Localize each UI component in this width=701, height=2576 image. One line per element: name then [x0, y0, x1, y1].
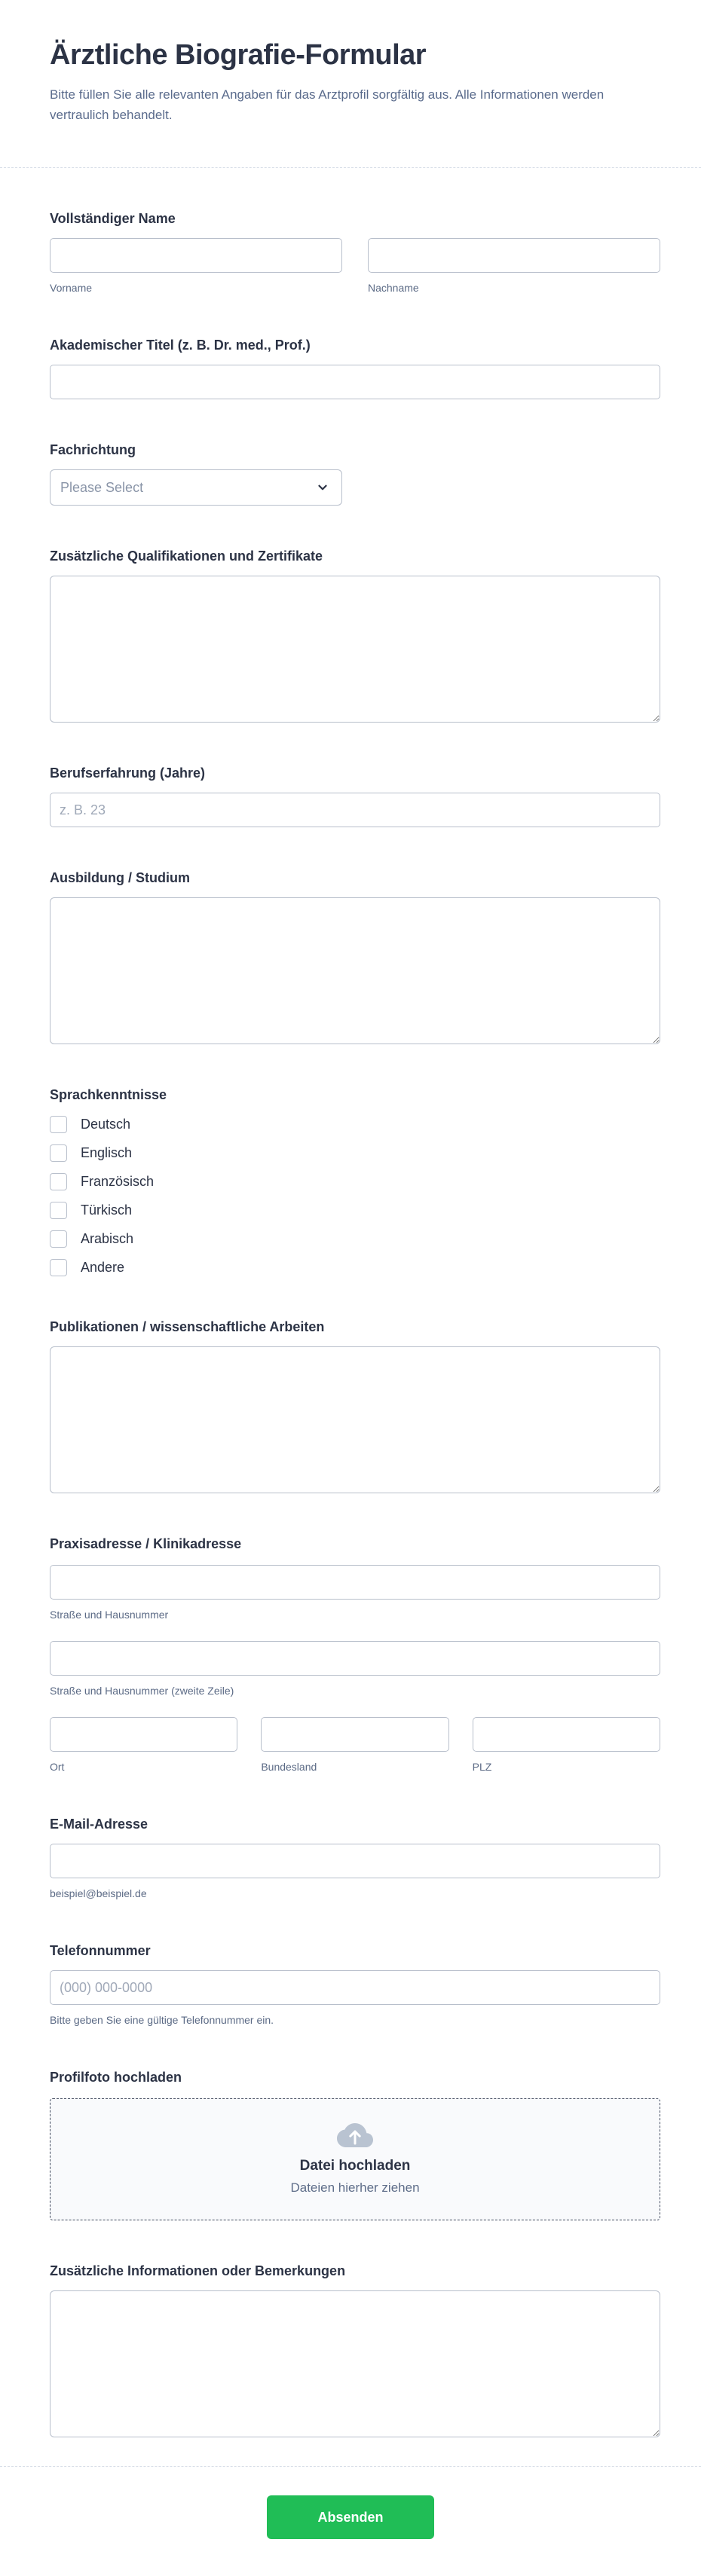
email-input[interactable]	[50, 1844, 660, 1878]
city-sublabel: Ort	[50, 1761, 65, 1773]
submit-button[interactable]: Absenden	[267, 2495, 434, 2539]
email-label: E-Mail-Adresse	[50, 1817, 148, 1832]
checkbox[interactable]	[50, 1144, 67, 1162]
upload-hint: Dateien hierher ziehen	[290, 2180, 420, 2195]
specialty-select-value: Please Select	[60, 479, 144, 495]
upload-cloud-icon	[337, 2123, 373, 2149]
academic-title-label: Akademischer Titel (z. B. Dr. med., Prof.)	[50, 338, 311, 353]
checkbox[interactable]	[50, 1259, 67, 1276]
last-name-sublabel: Nachname	[368, 282, 419, 294]
question-languages	[50, 1086, 660, 1276]
form-body	[0, 209, 701, 2466]
zip-input[interactable]	[473, 1717, 660, 1752]
languages-checkbox-group	[50, 1116, 660, 1276]
address-line2-wrap	[50, 1641, 660, 1697]
email-control	[50, 1844, 660, 1900]
phone-label: Telefonnummer	[50, 1943, 151, 1958]
qualifications-label: Zusätzliche Qualifikationen und Zertifikate	[50, 549, 323, 564]
language-option-tuerkisch[interactable]	[50, 1202, 660, 1219]
education-textarea[interactable]	[50, 897, 660, 1044]
photo-label: Profilfoto hochladen	[50, 2070, 182, 2085]
file-upload-dropzone[interactable]	[50, 2098, 660, 2220]
language-option-franzoesisch[interactable]	[50, 1173, 660, 1190]
address-line1-input[interactable]	[50, 1565, 660, 1600]
submit-bar	[0, 2466, 701, 2576]
question-full-name	[50, 209, 660, 295]
experience-input[interactable]	[50, 793, 660, 827]
notes-control	[50, 2290, 660, 2437]
checkbox[interactable]	[50, 1230, 67, 1248]
phone-control	[50, 1970, 660, 2027]
notes-label: Zusätzliche Informationen oder Bemerkungen	[50, 2263, 346, 2278]
address-city-row	[50, 1717, 660, 1774]
question-experience	[50, 764, 660, 827]
question-education	[50, 869, 660, 1044]
publications-label: Publikationen / wissenschaftliche Arbeiten	[50, 1319, 325, 1334]
last-name-input[interactable]	[368, 238, 660, 273]
last-name-col	[368, 238, 660, 295]
city-col	[50, 1717, 237, 1774]
qualifications-control	[50, 576, 660, 723]
academic-title-control	[50, 365, 660, 399]
checkbox-label: Englisch	[81, 1145, 133, 1160]
education-label: Ausbildung / Studium	[50, 870, 190, 885]
publications-control	[50, 1346, 660, 1493]
form-subtitle: Bitte füllen Sie alle relevanten Angaben für das Arztprofil sorgfältig aus. Alle Informationen werden vertraulich behandelt.	[50, 87, 605, 122]
question-qualifications	[50, 547, 660, 723]
address-label: Praxisadresse / Klinikadresse	[50, 1536, 242, 1551]
question-email	[50, 1815, 660, 1900]
phone-input[interactable]	[50, 1970, 660, 2005]
question-phone	[50, 1942, 660, 2027]
checkbox-label: Deutsch	[81, 1117, 131, 1132]
form-title: Ärztliche Biografie-Formular	[50, 39, 427, 71]
question-notes	[50, 2262, 660, 2437]
specialty-control	[50, 469, 660, 506]
first-name-sublabel: Vorname	[50, 282, 93, 294]
question-specialty	[50, 441, 660, 506]
first-name-col	[50, 238, 342, 295]
address-line1-sublabel: Straße und Hausnummer	[50, 1609, 169, 1621]
address-line2-input[interactable]	[50, 1641, 660, 1676]
chevron-down-icon	[316, 481, 329, 494]
zip-col	[473, 1717, 660, 1774]
checkbox[interactable]	[50, 1202, 67, 1219]
languages-label: Sprachkenntnisse	[50, 1087, 167, 1102]
checkbox-label: Andere	[81, 1260, 125, 1275]
state-input[interactable]	[261, 1717, 448, 1752]
question-academic-title	[50, 336, 660, 399]
publications-textarea[interactable]	[50, 1346, 660, 1493]
checkbox-label: Türkisch	[81, 1202, 133, 1218]
address-line2-sublabel: Straße und Hausnummer (zweite Zeile)	[50, 1685, 234, 1697]
full-name-label: Vollständiger Name	[50, 211, 176, 226]
checkbox[interactable]	[50, 1116, 67, 1133]
language-option-englisch[interactable]	[50, 1144, 660, 1162]
city-input[interactable]	[50, 1717, 237, 1752]
question-publications	[50, 1318, 660, 1493]
question-photo-upload	[50, 2068, 660, 2220]
language-option-andere[interactable]	[50, 1259, 660, 1276]
state-col	[261, 1717, 448, 1774]
checkbox-label: Französisch	[81, 1174, 155, 1189]
state-sublabel: Bundesland	[261, 1761, 317, 1773]
language-option-arabisch[interactable]	[50, 1230, 660, 1248]
address-line1-wrap	[50, 1565, 660, 1621]
phone-sublabel: Bitte geben Sie eine gültige Telefonnummer ein.	[50, 2014, 274, 2026]
language-option-deutsch[interactable]	[50, 1116, 660, 1133]
specialty-label: Fachrichtung	[50, 442, 136, 457]
checkbox-label: Arabisch	[81, 1231, 134, 1246]
qualifications-textarea[interactable]	[50, 576, 660, 723]
academic-title-input[interactable]	[50, 365, 660, 399]
upload-title: Datei hochladen	[299, 2158, 411, 2174]
experience-control	[50, 793, 660, 827]
name-row	[50, 238, 660, 295]
notes-textarea[interactable]	[50, 2290, 660, 2437]
checkbox[interactable]	[50, 1173, 67, 1190]
form-header	[0, 0, 701, 168]
zip-sublabel: PLZ	[472, 1761, 492, 1773]
specialty-select[interactable]	[50, 469, 342, 506]
question-address	[50, 1535, 660, 1774]
email-sublabel: beispiel@beispiel.de	[50, 1887, 147, 1899]
experience-label: Berufserfahrung (Jahre)	[50, 765, 206, 781]
first-name-input[interactable]	[50, 238, 342, 273]
education-control	[50, 897, 660, 1044]
